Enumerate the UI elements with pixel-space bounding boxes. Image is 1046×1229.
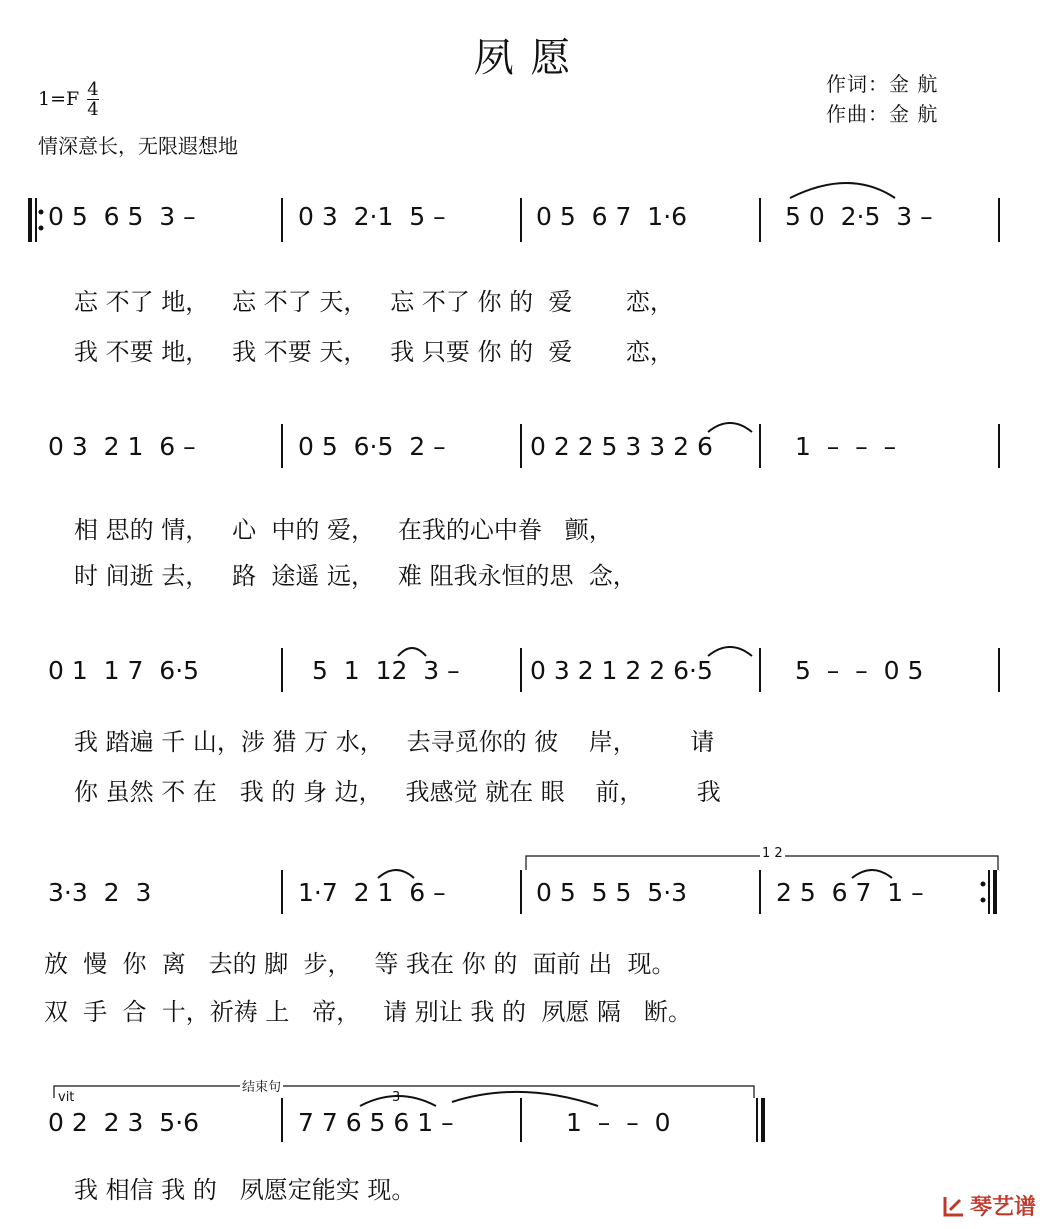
watermark-text: 琴艺谱 bbox=[969, 1195, 1036, 1220]
row2-lyric2: 时 间逝 去， 路 途遥 远， 难 阻我永恒的思 念， bbox=[74, 562, 637, 590]
row4-lyric1: 放 慢 你 离 去的 脚 步， 等 我在 你 的 面前 出 现。 bbox=[44, 950, 676, 978]
row4-bar1: 3·3 2 3 bbox=[48, 878, 152, 907]
ending-marking: 结束句 bbox=[240, 1076, 283, 1095]
row1-bar3: 0 5 6 7 1·6 bbox=[536, 202, 688, 231]
row4-lyric2: 双 手 合 十，祈祷 上 帝， 请 别让 我 的 夙愿 隔 断。 bbox=[44, 998, 692, 1026]
row1-bar1: 0 5 6 5 3 – bbox=[48, 202, 196, 231]
row2-bar3: 0 2 2 5 3 3 2 6 bbox=[530, 432, 713, 461]
watermark-icon bbox=[942, 1194, 966, 1218]
row5-bar2: 7 7 6 5 6 1 – bbox=[298, 1108, 454, 1137]
meter-bottom: 4 bbox=[87, 99, 99, 120]
row3-lyric2: 你 虽然 不 在 我 的 身 边， 我感觉 就在 眼 前， 我 bbox=[74, 778, 721, 806]
row5-lyric1: 我 相信 我 的 夙愿定能实 现。 bbox=[74, 1176, 416, 1204]
row3-bar2: 5 1 12 3 – bbox=[312, 656, 460, 685]
row3-bar1: 0 1 1 7 6·5 bbox=[48, 656, 200, 685]
composer-credit: 作曲：金 航 bbox=[826, 102, 939, 126]
watermark-logo bbox=[942, 1190, 1036, 1221]
row1-bar2: 0 3 2·1 5 – bbox=[298, 202, 446, 231]
vit-marking: vit bbox=[58, 1090, 75, 1105]
row3-bar3: 0 3 2 1 2 2 6·5 bbox=[530, 656, 713, 685]
row3-bar4: 5 – – 0 5 bbox=[795, 656, 924, 685]
row2-bar1: 0 3 2 1 6 – bbox=[48, 432, 196, 461]
meter-top: 4 bbox=[87, 79, 99, 100]
tempo-marking: 情深意长，无限遐想地 bbox=[38, 134, 238, 158]
song-title: 夙 愿 bbox=[473, 35, 573, 81]
row2-bar4: 1 – – – bbox=[795, 432, 897, 461]
row1-bar4: 5 0 2·5 3 – bbox=[785, 202, 933, 231]
row3-lyric1: 我 踏遍 千 山，涉 猎 万 水， 去寻觅你的 彼 岸， 请 bbox=[74, 728, 715, 756]
key-signature: 1=F bbox=[38, 88, 80, 110]
row1-lyric1: 忘 不了 地， 忘 不了 天， 忘 不了 你 的 爱 恋， bbox=[74, 288, 674, 316]
row5-bar3: 1 – – 0 bbox=[566, 1108, 671, 1137]
row2-lyric1: 相 思的 情， 心 中的 爱， 在我的心中眷 颤， bbox=[74, 516, 613, 544]
triplet-mark: 3 bbox=[392, 1090, 401, 1105]
row2-bar2: 0 5 6·5 2 – bbox=[298, 432, 446, 461]
row1-lyric2: 我 不要 地， 我 不要 天， 我 只要 你 的 爱 恋， bbox=[74, 338, 674, 366]
row4-bar4: 2 5 6 7 1 – bbox=[776, 878, 924, 907]
row4-bar2: 1·7 2 1 6 – bbox=[298, 878, 446, 907]
volta-number: 1 2 bbox=[762, 846, 783, 861]
row5-bar1: 0 2 2 3 5·6 bbox=[48, 1108, 200, 1137]
row4-bar3: 0 5 5 5 5·3 bbox=[536, 878, 688, 907]
lyricist-credit: 作词：金 航 bbox=[826, 72, 939, 96]
